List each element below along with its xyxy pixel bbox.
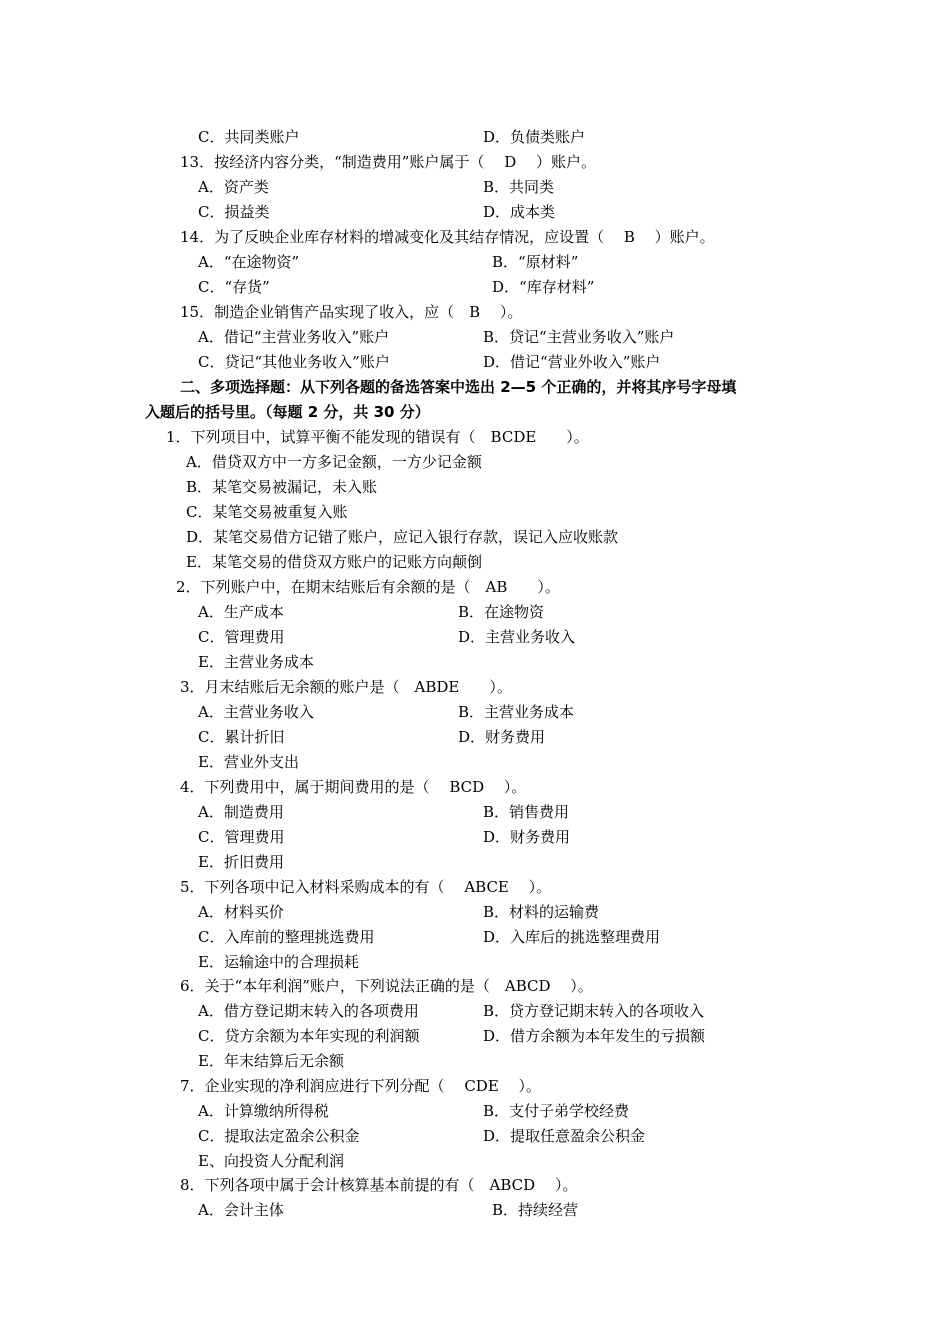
multi-question-3-option-a: A．主营业务收入 <box>198 703 314 721</box>
option-d: D．负债类账户 <box>483 128 586 146</box>
multi-question-8-option-b: B．持续经营 <box>492 1201 579 1219</box>
multi-question-1-option-e: E．某笔交易的借贷双方账户的记账方向颠倒 <box>186 553 482 571</box>
multi-question-5-option-c: C．入库前的整理挑选费用 <box>198 928 375 946</box>
multi-question-8-option-a: A．会计主体 <box>198 1201 284 1219</box>
multi-question-8-stem: 8．下列各项中属于会计核算基本前提的有（ ABCD ）。 <box>180 1176 578 1194</box>
question-13-option-c: C．损益类 <box>198 203 270 221</box>
question-13-stem: 13．按经济内容分类，“制造费用”账户属于（ D ）账户。 <box>180 153 596 171</box>
multi-question-1-option-b: B．某笔交易被漏记，未入账 <box>186 478 378 496</box>
question-15-option-b: B．贷记“主营业务收入”账户 <box>483 328 675 346</box>
multi-question-6-option-e: E．年末结算后无余额 <box>198 1052 344 1070</box>
multi-question-2-option-d: D．主营业务收入 <box>458 628 576 646</box>
question-13-option-d: D．成本类 <box>483 203 556 221</box>
multi-question-3-option-d: D．财务费用 <box>458 728 546 746</box>
multi-question-7-option-c: C．提取法定盈余公积金 <box>198 1127 360 1145</box>
multi-question-4-option-b: B．销售费用 <box>483 803 570 821</box>
multi-question-5-stem: 5．下列各项中记入材料采购成本的有（ ABCE ）。 <box>180 878 552 896</box>
multi-question-5-option-b: B．材料的运输费 <box>483 903 600 921</box>
multi-question-1-stem: 1．下列项目中，试算平衡不能发现的错误有（ BCDE ）。 <box>166 428 589 446</box>
multi-question-7-option-b: B．支付子弟学校经费 <box>483 1102 630 1120</box>
multi-question-7-option-a: A．计算缴纳所得税 <box>198 1102 329 1120</box>
multi-question-5-option-e: E．运输途中的合理损耗 <box>198 953 359 971</box>
question-14-option-a: A．“在途物资” <box>198 253 300 271</box>
multi-question-2-option-e: E．主营业务成本 <box>198 653 314 671</box>
question-13-option-b: B．共同类 <box>483 178 555 196</box>
multi-question-4-option-d: D．财务费用 <box>483 828 571 846</box>
multi-question-5-option-a: A．材料买价 <box>198 903 284 921</box>
multi-question-3-option-b: B．主营业务成本 <box>458 703 575 721</box>
multi-question-2-option-b: B．在途物资 <box>458 603 545 621</box>
multi-question-2-option-c: C．管理费用 <box>198 628 285 646</box>
option-c: C．共同类账户 <box>198 128 300 146</box>
multi-question-6-option-d: D．借方余额为本年发生的亏损额 <box>483 1027 706 1045</box>
multi-question-4-option-e: E．折旧费用 <box>198 853 284 871</box>
question-15-option-c: C．贷记“其他业务收入”账户 <box>198 353 390 371</box>
multi-question-5-option-d: D．入库后的挑选整理费用 <box>483 928 661 946</box>
multi-question-3-option-e: E．营业外支出 <box>198 753 299 771</box>
multi-question-4-stem: 4．下列费用中，属于期间费用的是（ BCD ）。 <box>180 778 527 796</box>
question-14-option-c: C．“存货” <box>198 278 270 296</box>
multi-question-1-option-c: C．某笔交易被重复入账 <box>186 503 348 521</box>
multi-question-7-stem: 7．企业实现的净利润应进行下列分配（ CDE ）。 <box>180 1077 542 1095</box>
multi-question-6-option-c: C．贷方余额为本年实现的利润额 <box>198 1027 420 1045</box>
multi-question-2-stem: 2．下列账户中，在期末结账后有余额的是（ AB ）。 <box>176 578 560 596</box>
multi-question-7-option-e: E、向投资人分配利润 <box>198 1152 344 1170</box>
question-14-stem: 14．为了反映企业库存材料的增减变化及其结存情况，应设置（ B ）账户。 <box>180 228 715 246</box>
question-15-option-a: A．借记“主营业务收入”账户 <box>198 328 390 346</box>
multi-question-4-option-a: A．制造费用 <box>198 803 284 821</box>
multi-question-4-option-c: C．管理费用 <box>198 828 285 846</box>
section-2-title-line-2: 入题后的括号里。（每题 2 分，共 30 分） <box>145 403 430 421</box>
multi-question-6-option-a: A．借方登记期末转入的各项费用 <box>198 1002 419 1020</box>
multi-question-1-option-d: D．某笔交易借方记错了账户，应记入银行存款，误记入应收账款 <box>186 528 619 546</box>
multi-question-3-option-c: C．累计折旧 <box>198 728 285 746</box>
multi-question-3-stem: 3．月末结账后无余额的账户是（ ABDE ）。 <box>180 678 512 696</box>
question-13-option-a: A．资产类 <box>198 178 269 196</box>
multi-question-2-option-a: A．生产成本 <box>198 603 284 621</box>
multi-question-6-stem: 6．关于“本年利润”账户，下列说法正确的是（ ABCD ）。 <box>180 977 593 995</box>
question-14-option-b: B．“原材料” <box>492 253 579 271</box>
multi-question-6-option-b: B．贷方登记期末转入的各项收入 <box>483 1002 705 1020</box>
question-14-option-d: D．“库存材料” <box>492 278 595 296</box>
multi-question-1-option-a: A．借贷双方中一方多记金额，一方少记金额 <box>186 453 482 471</box>
section-2-title-line-1: 二、多项选择题：从下列各题的备选答案中选出 2—5 个正确的，并将其序号字母填 <box>180 378 737 396</box>
question-15-stem: 15．制造企业销售产品实现了收入，应（ B ）。 <box>180 303 523 321</box>
question-15-option-d: D．借记“营业外收入”账户 <box>483 353 661 371</box>
multi-question-7-option-d: D．提取任意盈余公积金 <box>483 1127 646 1145</box>
